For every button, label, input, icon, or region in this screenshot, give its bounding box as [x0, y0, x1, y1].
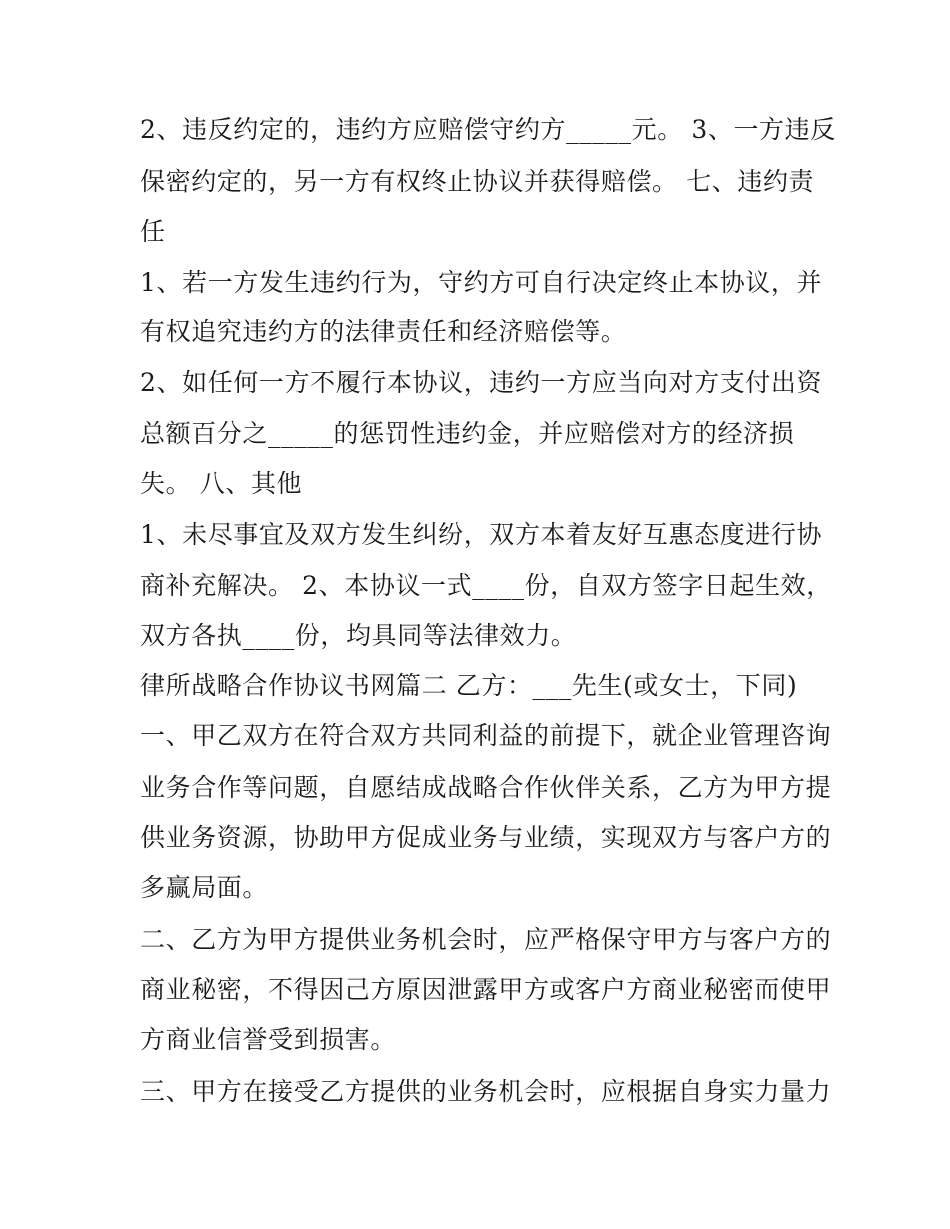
text-line: 有权追究违约方的法律责任和经济赔偿等。: [140, 317, 627, 346]
text-line: 三、甲方在接受乙方提供的业务机会时，应根据自身实力量力: [140, 1077, 832, 1106]
text-line: 保密约定的，另一方有权终止协议并获得赔偿。 七、违约责: [140, 167, 815, 196]
text-line: 供业务资源，协助甲方促成业务与业绩，实现双方与客户方的: [140, 823, 832, 852]
text-line: 1、若一方发生违约行为，守约方可自行决定终止本协议，并: [140, 268, 823, 297]
text-line: 商补充解决。 2、本协议一式____份，自双方签字日起生效，: [140, 571, 832, 600]
text-line: 业务合作等问题，自愿结成战略合作伙伴关系，乙方为甲方提: [140, 773, 832, 802]
text-line: 商业秘密，不得因己方原因泄露甲方或客户方商业秘密而使甲: [140, 975, 832, 1004]
text-line: 2、违反约定的，违约方应赔偿守约方_____元。 3、一方违反: [140, 115, 836, 144]
text-line: 律所战略合作协议书网篇二 乙方：___先生(或女士，下同): [140, 671, 798, 700]
text-line: 任: [140, 217, 166, 246]
text-line: 二、乙方为甲方提供业务机会时，应严格保守甲方与客户方的: [140, 925, 832, 954]
text-line: 一、甲乙双方在符合双方共同利益的前提下，就企业管理咨询: [140, 721, 832, 750]
text-line: 双方各执____份，均具同等法律效力。: [140, 621, 577, 650]
text-line: 方商业信誉受到损害。: [140, 1025, 397, 1054]
text-line: 总额百分之_____的惩罚性违约金，并应赔偿对方的经济损: [140, 419, 795, 448]
text-line: 2、如任何一方不履行本协议，违约一方应当向对方支付出资: [140, 368, 823, 397]
text-line: 失。 八、其他: [140, 469, 303, 498]
text-line: 多赢局面。: [140, 873, 269, 902]
text-line: 1、未尽事宜及双方发生纠纷，双方本着友好互惠态度进行协: [140, 520, 823, 549]
